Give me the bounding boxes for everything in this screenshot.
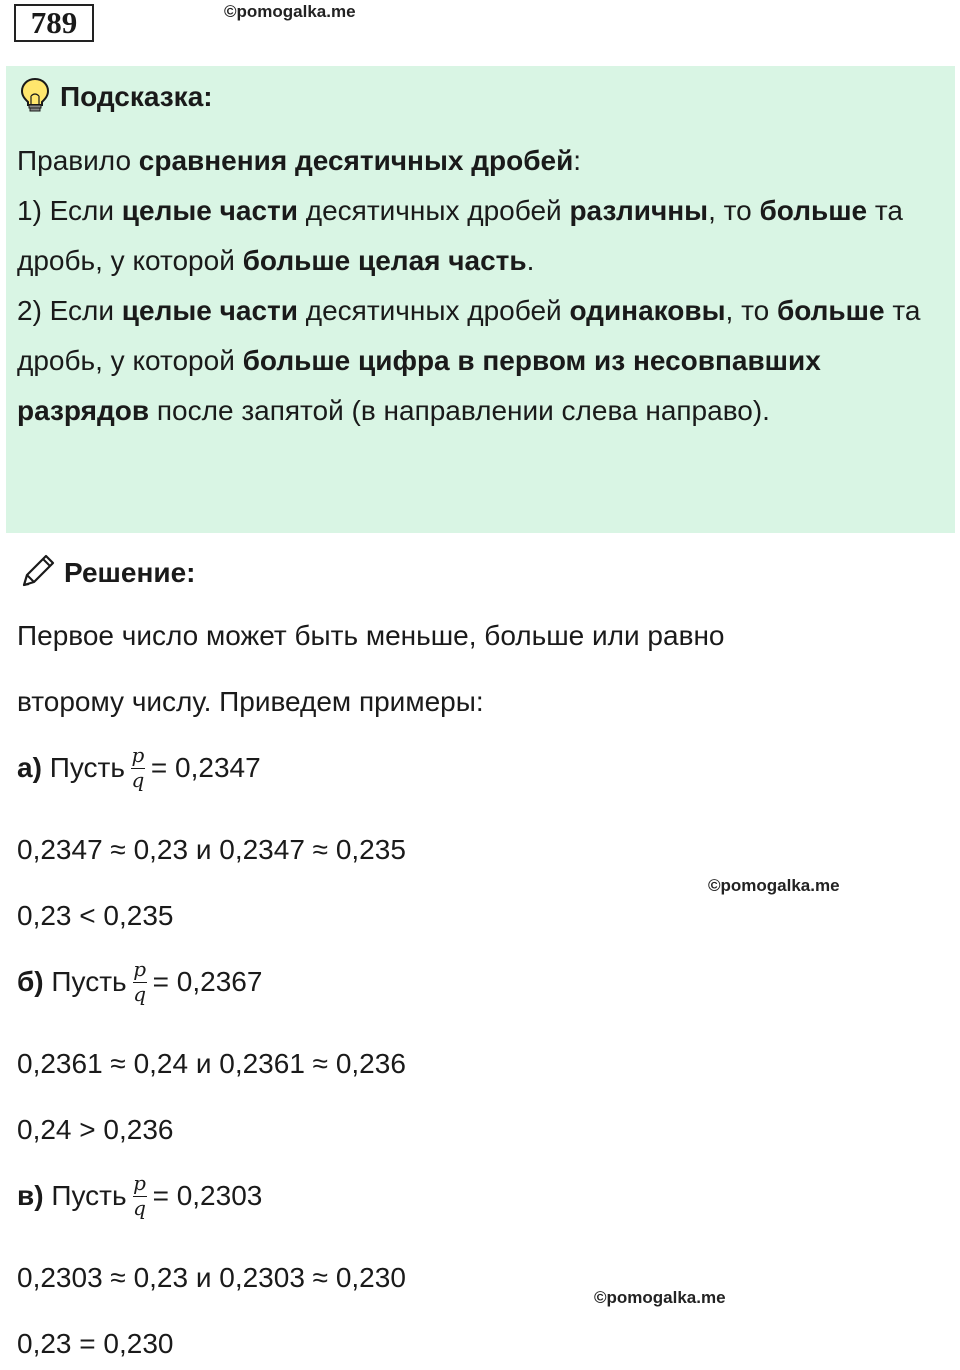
example-b-label: б) — [17, 965, 44, 997]
watermark: ©pomogalka.me — [594, 1288, 726, 1307]
example-b-value: = 0,2367 — [152, 965, 263, 997]
hint-body — [17, 136, 947, 436]
example-c-let — [17, 1173, 262, 1218]
example-c-value: = 0,2303 — [152, 1179, 263, 1211]
example-c-let-word: Пусть — [51, 1179, 127, 1211]
watermark: ©pomogalka.me — [224, 2, 356, 21]
lightbulb-icon — [20, 77, 50, 118]
example-a-value: = 0,2347 — [150, 751, 261, 783]
example-a-compare: 0,23 < 0,235 — [17, 900, 174, 931]
example-a-label: а) — [17, 751, 42, 783]
solution-intro-line-2: второму числу. Приведем примеры: — [17, 686, 484, 717]
hint-intro: Правило сравнения десятичных дробей: — [17, 145, 582, 176]
watermark: ©pomogalka.me — [708, 876, 840, 895]
example-b-let — [17, 959, 262, 1004]
hint-title: Подсказка: — [60, 81, 213, 112]
pencil-icon — [18, 551, 58, 596]
example-a-approx: 0,2347 ≈ 0,23 и 0,2347 ≈ 0,235 — [17, 834, 406, 865]
solution-header — [18, 553, 195, 593]
example-b-let-word: Пусть — [51, 965, 127, 997]
solution-intro-line-1: Первое число может быть меньше, больше или равно — [17, 620, 725, 651]
solution-title: Решение: — [64, 557, 196, 588]
hint-header — [20, 80, 213, 114]
fraction-p-q: $\frac{p}{q}$ — [133, 1171, 146, 1220]
example-a-let — [17, 745, 261, 790]
fraction-p-q: $\frac{p}{q}$ — [133, 957, 147, 1006]
fraction-p-q: $\frac{p}{q}$ — [131, 743, 145, 792]
hint-panel — [6, 66, 955, 533]
example-b-approx: 0,2361 ≈ 0,24 и 0,2361 ≈ 0,236 — [17, 1048, 406, 1079]
example-c-approx: 0,2303 ≈ 0,23 и 0,2303 ≈ 0,230 — [17, 1262, 406, 1293]
problem-number: 789 — [14, 4, 94, 42]
example-a-let-word: Пусть — [49, 751, 125, 783]
example-c-compare: 0,23 = 0,230 — [17, 1328, 174, 1359]
example-b-compare: 0,24 > 0,236 — [17, 1114, 174, 1145]
example-c-label: в) — [17, 1179, 44, 1211]
hint-rule-2: 2) Если целые части десятичных дробей одинаковы, то больше та дробь, у которой больше цифра в первом из несовпавших разрядов после запятой (в направлении слева направо). — [17, 295, 921, 426]
hint-rule-1: 1) Если целые части десятичных дробей различны, то больше та дробь, у которой больше целая часть. — [17, 195, 904, 276]
